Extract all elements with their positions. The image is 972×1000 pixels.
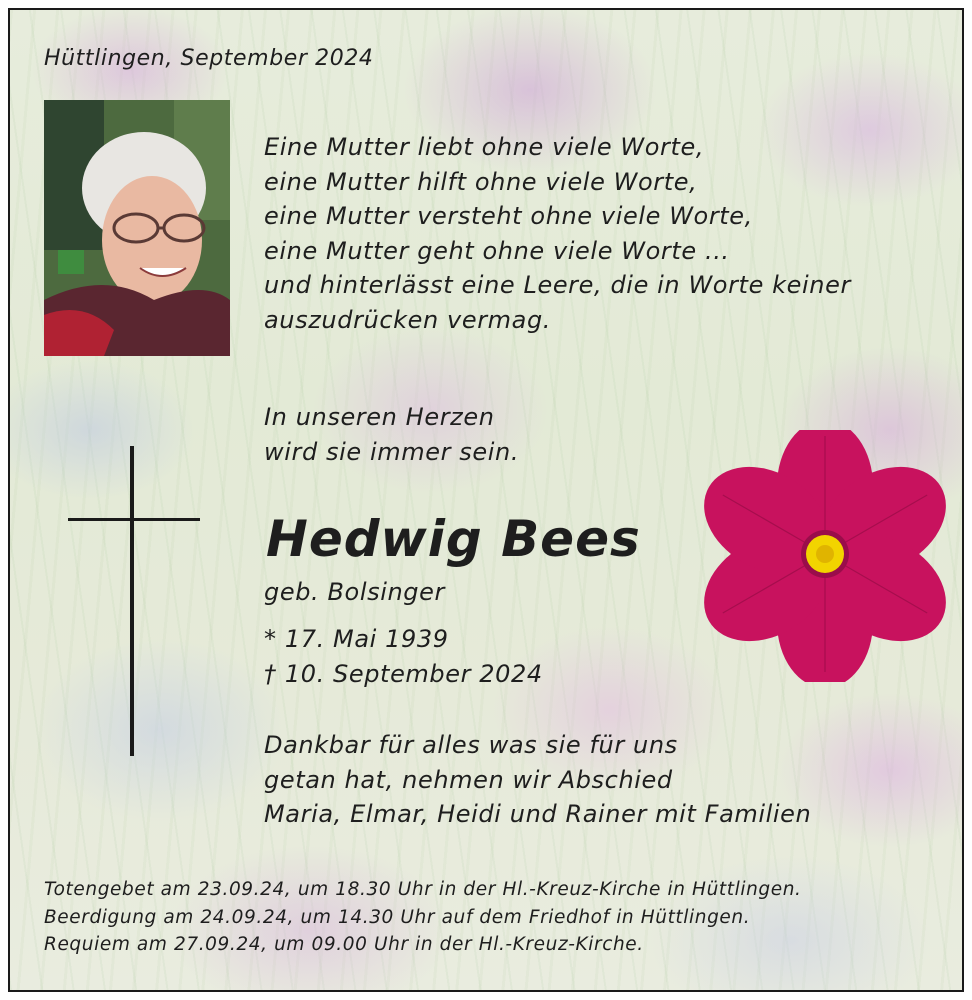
death-date: † 10. September 2024 bbox=[264, 659, 543, 688]
cosmos-flower-icon bbox=[692, 430, 954, 682]
obituary-notice bbox=[8, 8, 964, 992]
memorial-line-text: In unseren Herzen bbox=[264, 403, 495, 431]
cross-icon bbox=[68, 446, 200, 756]
portrait-photo bbox=[44, 100, 230, 356]
service-line-burial: Beerdigung am 24.09.24, um 14.30 Uhr auf dem Friedhof in Hüttlingen. bbox=[44, 906, 751, 928]
service-line-requiem: Requiem am 27.09.24, um 09.00 Uhr in der Hl.-Kreuz-Kirche. bbox=[44, 934, 644, 955]
service-line-prayer: Totengebet am 23.09.24, um 18.30 Uhr in der Hl.-Kreuz-Kirche in Hüttlingen. bbox=[44, 879, 802, 900]
poem-line: und hinterlässt eine Leere, die in Worte keiner bbox=[264, 271, 851, 299]
poem-line: eine Mutter versteht ohne viele Worte, bbox=[264, 202, 753, 230]
life-dates bbox=[264, 622, 543, 691]
poem-line: eine Mutter hilft ohne viele Worte, bbox=[264, 167, 698, 196]
poem-line: Eine Mutter liebt ohne viele Worte, bbox=[264, 133, 705, 161]
thanks-line: Dankbar für alles was sie für uns bbox=[264, 731, 678, 759]
poem-line: eine Mutter geht ohne viele Worte ... bbox=[264, 236, 730, 265]
deceased-name: Hedwig Bees bbox=[266, 510, 641, 568]
thanks-line: getan hat, nehmen wir Abschied bbox=[264, 765, 673, 794]
family-names: Maria, Elmar, Heidi und Rainer mit Familien bbox=[264, 800, 812, 828]
service-schedule bbox=[44, 876, 802, 959]
poem-line: auszudrücken vermag. bbox=[264, 305, 552, 334]
memorial-line-text: wird sie immer sein. bbox=[264, 437, 520, 466]
birth-date: * 17. Mai 1939 bbox=[264, 625, 449, 653]
maiden-name: geb. Bolsinger bbox=[264, 578, 445, 606]
poem bbox=[264, 130, 851, 337]
memorial-line bbox=[264, 400, 519, 469]
dateline: Hüttlingen, September 2024 bbox=[44, 46, 374, 71]
thanks-text bbox=[264, 728, 811, 832]
